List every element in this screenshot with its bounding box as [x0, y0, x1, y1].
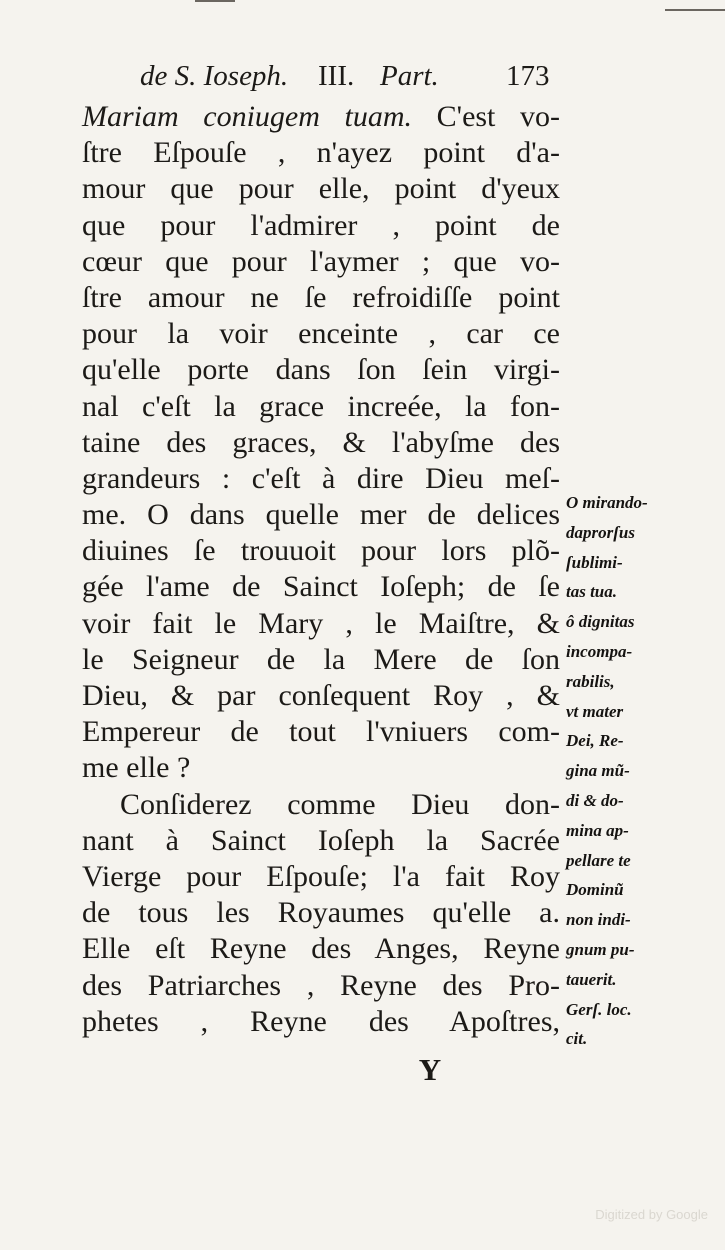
margin-note-line: vt mater	[566, 701, 624, 721]
text-line: grandeurs : c'eſt à dire Dieu meſ-	[82, 461, 560, 495]
top-edge-mark	[665, 9, 725, 11]
margin-note-line: cit.	[566, 1029, 588, 1049]
text-line: me. O dans quelle mer de delices	[82, 498, 560, 532]
text-line: de tous les Royaumes qu'elle a.	[82, 896, 560, 930]
text-line: diuines ſe trouuoit pour lors plõ-	[82, 534, 560, 568]
text-line-continuation: C'est vo-	[412, 100, 560, 133]
text-line	[82, 99, 560, 135]
margin-note-line: Dei, Re-	[566, 731, 624, 751]
margin-note-line: tas tua.	[566, 582, 618, 602]
top-edge-mark-small	[195, 0, 235, 2]
text-line: Dieu, & par conſequent Roy , &	[82, 679, 560, 712]
paragraph-end-line: me elle ?	[82, 751, 191, 785]
page-number: 173	[506, 60, 550, 92]
text-line: que pour l'admirer , point de	[82, 208, 560, 242]
text-line: Empereur de tout l'vniuers com-	[82, 715, 560, 749]
text-line: qu'elle porte dans ſon ſein virgi-	[82, 353, 560, 387]
margin-note-line: incompa-	[566, 641, 633, 661]
text-line: le Seigneur de la Mere de ſon	[82, 642, 560, 676]
signature-mark: Y	[418, 1052, 442, 1087]
text-line: nal c'eſt la grace increée, la fon-	[82, 389, 560, 423]
header-title: de S. Ioseph.	[140, 60, 289, 92]
text-line: taine des graces, & l'abyſme des	[82, 425, 560, 459]
text-line: gée l'ame de Sainct Ioſeph; de ſe	[82, 570, 560, 604]
text-line: cœur que pour l'aymer ; que vo-	[82, 244, 560, 278]
margin-note-line: rabilis,	[566, 671, 615, 691]
text-line: ſtre Eſpouſe , n'ayez point d'a-	[82, 136, 560, 170]
margin-note-line: non indi-	[566, 910, 631, 930]
header-part-number: III.	[318, 60, 355, 92]
margin-note-line: ſublimi-	[566, 552, 623, 572]
scripture-quote: Mariam coniugem tuam.	[82, 100, 413, 133]
margin-note-line: tauerit.	[566, 969, 617, 989]
text-line: ſtre amour ne ſe refroidiſſe point	[82, 280, 560, 314]
text-line: pour la voir enceinte , car ce	[82, 317, 560, 351]
margin-note-line: ô dignitas	[566, 612, 635, 632]
digitization-watermark: Digitized by Google	[595, 1207, 708, 1222]
margin-note-line: daprorſus	[566, 522, 635, 542]
margin-note-line: mina ap-	[566, 820, 629, 840]
header-part-label: Part.	[380, 60, 439, 92]
text-line: Elle eſt Reyne des Anges, Reyne	[82, 932, 560, 966]
marginal-note	[566, 488, 716, 1054]
main-text-block	[82, 99, 560, 1040]
text-line: nant à Sainct Ioſeph la Sacrée	[82, 823, 560, 857]
margin-note-line: pellare te	[566, 850, 631, 870]
paragraph-start-line: Conſiderez comme Dieu don-	[120, 787, 560, 821]
text-line: Vierge pour Eſpouſe; l'a fait Roy	[82, 859, 560, 893]
running-header	[140, 56, 580, 96]
text-line: phetes , Reyne des Apoſtres,	[82, 1004, 560, 1038]
margin-note-line: di & do-	[566, 790, 624, 810]
text-line: mour que pour elle, point d'yeux	[82, 172, 560, 206]
text-line: des Patriarches , Reyne des Pro-	[82, 968, 560, 1002]
text-line: voir fait le Mary , le Maiſtre, &	[82, 606, 560, 640]
margin-note-line: O mirando-	[566, 493, 648, 512]
margin-note-line: gina mũ-	[566, 761, 630, 781]
margin-note-line: Gerſ. loc.	[566, 999, 632, 1019]
margin-note-line: gnum pu-	[566, 939, 635, 959]
margin-note-line: Dominũ	[566, 880, 624, 900]
